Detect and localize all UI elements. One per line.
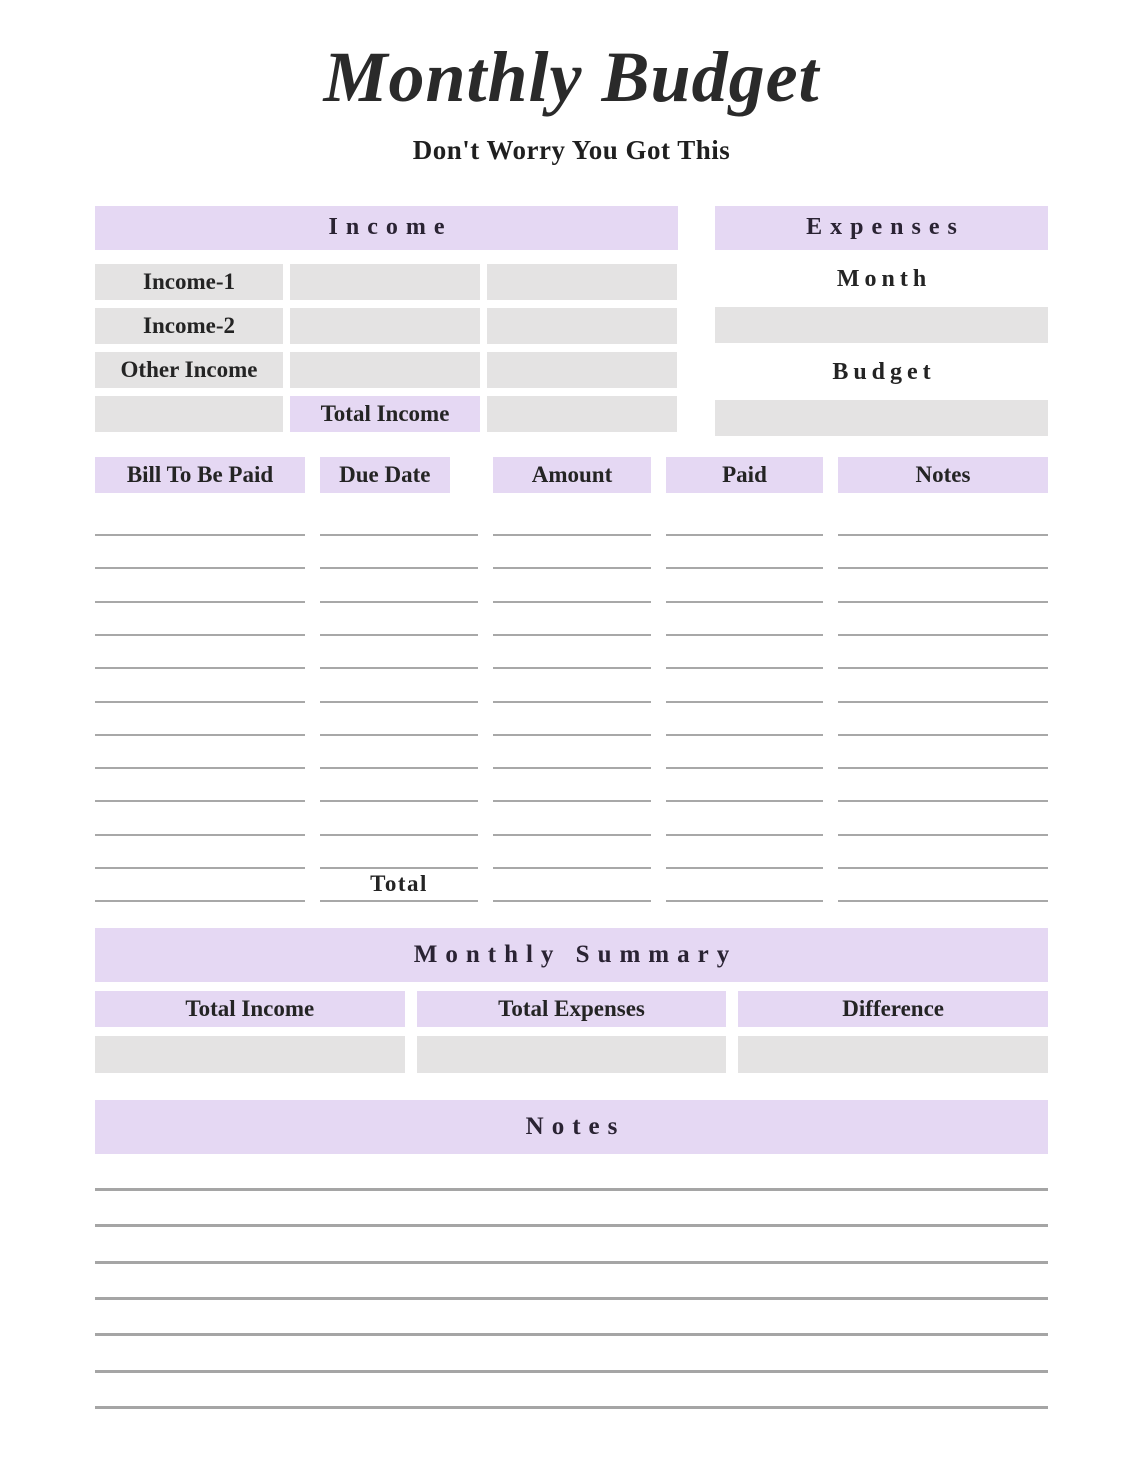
page-title: Monthly Budget bbox=[323, 37, 820, 117]
summary-table bbox=[95, 991, 1048, 1073]
bill-line[interactable] bbox=[320, 802, 478, 835]
summary-value-cell[interactable] bbox=[738, 1036, 1048, 1073]
notes-lines bbox=[95, 1154, 1048, 1409]
budget-label: Budget bbox=[832, 358, 936, 385]
summary-column-header: Difference bbox=[738, 991, 1048, 1027]
summary-value-cell[interactable] bbox=[417, 1036, 727, 1073]
total-income-value-cell[interactable] bbox=[487, 396, 677, 432]
bill-line[interactable] bbox=[493, 869, 651, 902]
income-input-cell[interactable] bbox=[487, 308, 677, 344]
bill-line[interactable] bbox=[666, 536, 823, 569]
bill-line[interactable] bbox=[666, 636, 823, 669]
bill-line[interactable] bbox=[493, 669, 651, 702]
bill-line[interactable] bbox=[320, 536, 478, 569]
income-input-cell[interactable] bbox=[487, 264, 677, 300]
bills-table bbox=[95, 457, 1048, 903]
bill-line[interactable] bbox=[838, 736, 1048, 769]
monthly-summary-header: Monthly Summary bbox=[95, 928, 1048, 982]
bill-line[interactable] bbox=[95, 669, 305, 702]
top-section bbox=[95, 206, 1048, 436]
bill-line[interactable] bbox=[95, 703, 305, 736]
bill-line[interactable] bbox=[493, 769, 651, 802]
notes-line[interactable] bbox=[95, 1373, 1048, 1409]
bill-line[interactable] bbox=[320, 736, 478, 769]
month-label: Month bbox=[836, 265, 932, 292]
bill-line[interactable] bbox=[320, 836, 478, 869]
bill-column-header: Notes bbox=[838, 457, 1048, 493]
expenses-header: Expenses bbox=[715, 206, 1048, 250]
bill-line[interactable] bbox=[666, 703, 823, 736]
bill-line[interactable] bbox=[666, 802, 823, 835]
bill-lines bbox=[493, 503, 651, 903]
bill-line[interactable] bbox=[666, 503, 823, 536]
income-header: Income bbox=[95, 206, 678, 250]
bill-line[interactable] bbox=[838, 669, 1048, 702]
bill-column-paid bbox=[666, 457, 823, 903]
bill-lines bbox=[666, 503, 823, 903]
bill-line[interactable] bbox=[666, 869, 823, 902]
notes-line[interactable] bbox=[95, 1300, 1048, 1336]
budget-input-cell[interactable] bbox=[715, 400, 1048, 436]
bill-line[interactable] bbox=[838, 503, 1048, 536]
notes-line[interactable] bbox=[95, 1191, 1048, 1227]
bill-line[interactable] bbox=[838, 802, 1048, 835]
bill-line[interactable] bbox=[95, 536, 305, 569]
bill-line[interactable] bbox=[838, 636, 1048, 669]
bill-line[interactable] bbox=[95, 802, 305, 835]
bill-line[interactable] bbox=[95, 736, 305, 769]
notes-line[interactable] bbox=[95, 1227, 1048, 1263]
bill-line[interactable] bbox=[320, 669, 478, 702]
income-input-cell[interactable] bbox=[487, 352, 677, 388]
bill-lines-group bbox=[320, 503, 478, 869]
bill-line[interactable] bbox=[838, 836, 1048, 869]
bill-lines bbox=[95, 503, 305, 903]
bill-line[interactable] bbox=[493, 802, 651, 835]
summary-column-header: Total Expenses bbox=[417, 991, 727, 1027]
bill-line[interactable] bbox=[666, 603, 823, 636]
bill-line[interactable] bbox=[666, 736, 823, 769]
bills-total-label: Total bbox=[370, 871, 428, 897]
income-section bbox=[95, 206, 678, 436]
bill-line[interactable] bbox=[320, 503, 478, 536]
bill-line[interactable] bbox=[838, 769, 1048, 802]
bill-column-amount bbox=[493, 457, 651, 903]
bill-line[interactable] bbox=[666, 769, 823, 802]
bill-lines bbox=[838, 503, 1048, 903]
notes-line[interactable] bbox=[95, 1336, 1048, 1372]
bill-column-header: Bill To Be Paid bbox=[95, 457, 305, 493]
bill-line[interactable] bbox=[838, 869, 1048, 902]
bill-line[interactable] bbox=[493, 636, 651, 669]
bill-line[interactable] bbox=[493, 736, 651, 769]
bill-line[interactable] bbox=[95, 636, 305, 669]
expenses-section bbox=[715, 206, 1048, 436]
bill-column-due-date bbox=[320, 457, 478, 903]
bill-line[interactable] bbox=[493, 536, 651, 569]
bill-line[interactable] bbox=[666, 669, 823, 702]
bill-line[interactable] bbox=[666, 836, 823, 869]
income-input-cell[interactable] bbox=[95, 396, 283, 432]
bill-column-notes bbox=[838, 457, 1048, 903]
bill-line[interactable] bbox=[95, 603, 305, 636]
bill-line[interactable] bbox=[493, 836, 651, 869]
notes-line[interactable] bbox=[95, 1264, 1048, 1300]
bill-line[interactable] bbox=[320, 636, 478, 669]
bill-line[interactable] bbox=[838, 703, 1048, 736]
bill-line[interactable] bbox=[95, 869, 305, 902]
bill-line[interactable] bbox=[95, 769, 305, 802]
bill-lines bbox=[320, 503, 478, 903]
bill-line[interactable] bbox=[320, 769, 478, 802]
bill-line[interactable] bbox=[320, 569, 478, 602]
bill-column-header: Amount bbox=[493, 457, 651, 493]
bill-line[interactable] bbox=[320, 603, 478, 636]
bill-line[interactable] bbox=[95, 836, 305, 869]
bill-line[interactable] bbox=[320, 703, 478, 736]
bill-line[interactable] bbox=[493, 703, 651, 736]
income-label-cell: Other Income bbox=[95, 352, 283, 388]
income-label-cell: Income-2 bbox=[95, 308, 283, 344]
page-subtitle: Don't Worry You Got This bbox=[412, 134, 731, 165]
income-input-cell[interactable] bbox=[290, 308, 480, 344]
summary-column-header: Total Income bbox=[95, 991, 405, 1027]
bill-column-header: Paid bbox=[666, 457, 823, 493]
bills-total-row[interactable] bbox=[320, 869, 478, 902]
income-input-cell[interactable] bbox=[290, 264, 480, 300]
bill-line[interactable] bbox=[493, 603, 651, 636]
bill-line[interactable] bbox=[838, 603, 1048, 636]
bill-line[interactable] bbox=[838, 569, 1048, 602]
summary-value-cell[interactable] bbox=[95, 1036, 405, 1073]
bill-line[interactable] bbox=[493, 569, 651, 602]
bill-line[interactable] bbox=[838, 536, 1048, 569]
income-input-cell[interactable] bbox=[290, 352, 480, 388]
total-income-label-cell: Total Income bbox=[290, 396, 480, 432]
bill-line[interactable] bbox=[493, 503, 651, 536]
month-input-cell[interactable] bbox=[715, 307, 1048, 343]
income-label-cell: Income-1 bbox=[95, 264, 283, 300]
bill-column-bill-to-be-paid bbox=[95, 457, 305, 903]
notes-line[interactable] bbox=[95, 1154, 1048, 1190]
bill-line[interactable] bbox=[95, 569, 305, 602]
income-table bbox=[95, 264, 678, 432]
notes-header: Notes bbox=[95, 1100, 1048, 1154]
bill-line[interactable] bbox=[666, 569, 823, 602]
bill-line[interactable] bbox=[95, 503, 305, 536]
bill-column-header: Due Date bbox=[320, 457, 450, 493]
